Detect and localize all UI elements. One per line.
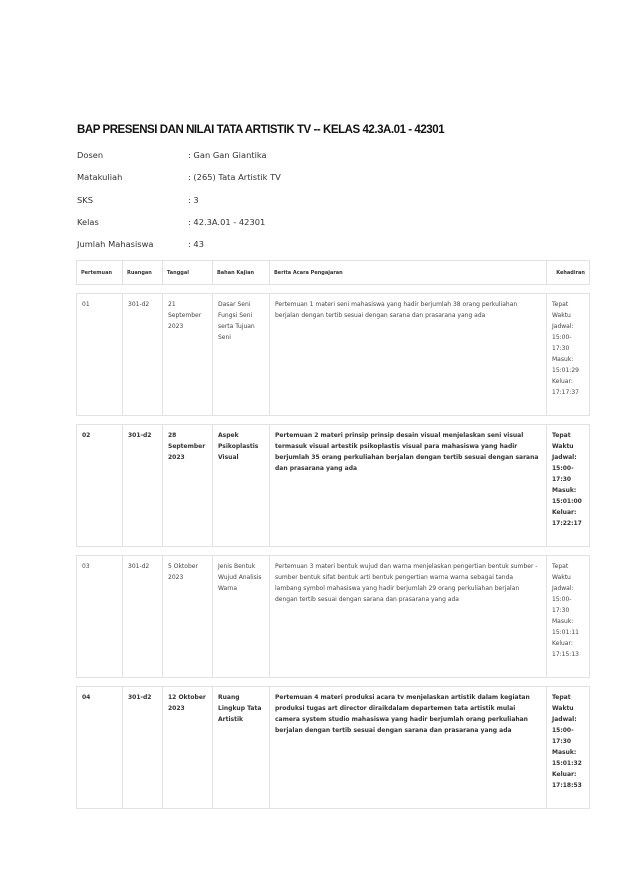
info-label: Kelas xyxy=(77,216,99,227)
cell-pertemuan: 01 xyxy=(77,294,123,416)
cell-berita-acara: Pertemuan 4 materi produksi acara tv menjelaskan artistik dalam kegiatan produksi tugas art director diraikdalam departemen tata artistik mulai camera system studio mahasiswa yang hadir berjumlah orang perkuliahan berjalan dengan tertib sesuai dengan sarana dan prasarana yang ada xyxy=(270,687,547,809)
table-row xyxy=(77,294,590,416)
cell-bahan-kajian: Aspek Psikoplastis Visual xyxy=(213,425,270,547)
header-bahan-kajian: Bahan Kajian xyxy=(213,261,270,285)
info-label: SKS xyxy=(77,194,93,205)
cell-kehadiran: Tepat Waktu Jadwal: 15:00-17:30 Masuk: 15:01:32 Keluar: 17:18:53 xyxy=(547,687,590,809)
table-header-row xyxy=(77,261,590,285)
cell-tanggal: 5 Oktober 2023 xyxy=(163,556,213,678)
cell-kehadiran: Tepat Waktu Jadwal: 15:00-17:30 Masuk: 15:01:00 Keluar: 17:22:17 xyxy=(547,425,590,547)
cell-bahan-kajian: Dasar Seni Fungsi Seni serta Tujuan Seni xyxy=(213,294,270,416)
info-label: Matakuliah xyxy=(77,172,123,183)
cell-ruangan: 301-d2 xyxy=(123,687,163,809)
cell-pertemuan: 03 xyxy=(77,556,123,678)
header-kehadiran: Kehadiran xyxy=(547,261,590,285)
cell-ruangan: 301-d2 xyxy=(123,425,163,547)
header-ruangan: Ruangan xyxy=(123,261,163,285)
info-label: Dosen xyxy=(77,150,104,160)
cell-bahan-kajian: Jenis Bentuk Wujud Analisis Warna xyxy=(213,556,270,678)
cell-tanggal: 21 September 2023 xyxy=(163,294,213,416)
cell-kehadiran: Tepat Waktu Jadwal: 15:00-17:30 Masuk: 15:01:29 Keluar: 17:17:37 xyxy=(547,294,590,416)
cell-ruangan: 301-d2 xyxy=(123,556,163,678)
header-pertemuan: Pertemuan xyxy=(77,261,123,285)
info-value: : 3 xyxy=(188,194,199,205)
header-tanggal: Tanggal xyxy=(163,261,213,285)
table-row xyxy=(77,687,590,809)
info-value: : 43 xyxy=(188,239,204,250)
document-title: BAP PRESENSI DAN NILAI TATA ARTISTIK TV -- KELAS 42.3A.01 - 42301 xyxy=(77,124,445,136)
cell-bahan-kajian: Ruang Lingkup Tata Artistik xyxy=(213,687,270,809)
info-value: : Gan Gan Giantika xyxy=(188,150,267,160)
info-value: : (265) Tata Artistik TV xyxy=(188,172,281,183)
cell-berita-acara: Pertemuan 3 materi bentuk wujud dan warna menjelaskan pengertian bentuk sumber - sumber bentuk sifat bentuk arti bentuk pengertian warna warna sebagai tanda lambang symbol mahasiswa yang hadir berjumlah 29 orang perkuliahan berjalan dengan tertib sesuai dengan sarana dan prasarana yang ada xyxy=(270,556,547,678)
cell-kehadiran: Tepat Waktu Jadwal: 15:00-17:30 Masuk: 15:01:11 Keluar: 17:15:13 xyxy=(547,556,590,678)
cell-berita-acara: Pertemuan 1 materi seni mahasiswa yang hadir berjumlah 38 orang perkuliahan berjalan dengan tertib sesuai dengan sarana dan prasarana yang ada xyxy=(270,294,547,416)
attendance-table xyxy=(76,260,590,809)
cell-pertemuan: 04 xyxy=(77,687,123,809)
table-row xyxy=(77,556,590,678)
cell-berita-acara: Pertemuan 2 materi prinsip prinsip desain visual menjelaskan seni visual termasuk visual artestik psikoplastis visual para mahasiswa yang hadir berjumlah 35 orang perkuliahan berjalan dengan tertib sesuai dengan sarana dan prasarana yang ada xyxy=(270,425,547,547)
cell-pertemuan: 02 xyxy=(77,425,123,547)
cell-tanggal: 28 September 2023 xyxy=(163,425,213,547)
cell-ruangan: 301-d2 xyxy=(123,294,163,416)
table-row xyxy=(77,425,590,547)
info-value: : 42.3A.01 - 42301 xyxy=(188,216,266,227)
header-berita-acara: Berita Acara Pengajaran xyxy=(270,261,547,285)
cell-tanggal: 12 Oktober 2023 xyxy=(163,687,213,809)
info-label: Jumlah Mahasiswa xyxy=(77,239,154,250)
